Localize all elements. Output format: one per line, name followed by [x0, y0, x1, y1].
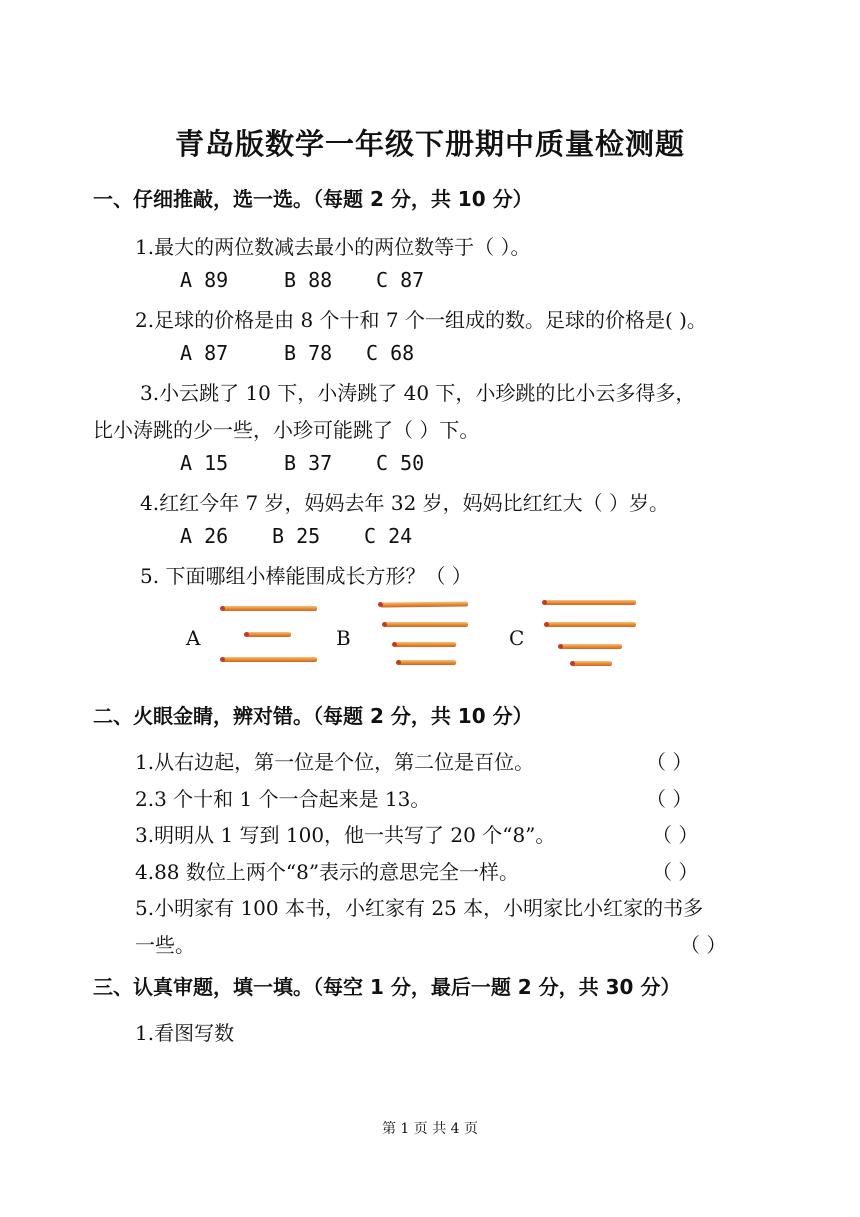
question-1-2: 2.足球的价格是由 8 个十和 7 个一组成的数。足球的价格是( )。: [135, 308, 707, 332]
stick-c-3-tip: [558, 644, 563, 649]
judge-answer-1[interactable]: （ ）: [646, 750, 693, 774]
stick-c-2-tip: [544, 622, 549, 627]
page-title: 青岛版数学一年级下册期中质量检测题: [174, 127, 685, 161]
section-3-heading: 三、认真审题，填一填。（每空 1 分，最后一题 2 分，共 30 分）: [93, 975, 681, 999]
judge-item-2: 2.3 个十和 1 个一合起来是 13。: [135, 787, 431, 811]
question-1-4: 4.红红今年 7 岁，妈妈去年 32 岁，妈妈比红红大（ ）岁。: [140, 491, 670, 515]
option-1-2-b: B 78: [284, 341, 333, 365]
question-1-1: 1.最大的两位数减去最小的两位数等于（ ）。: [135, 235, 531, 259]
stick-b-3-tip: [392, 642, 397, 647]
judge-answer-2[interactable]: （ ）: [646, 787, 693, 811]
stick-a-1: [222, 606, 317, 611]
option-1-1-c: C 87: [376, 268, 425, 292]
question-1-5: 5. 下面哪组小棒能围成长方形？（ ）: [140, 564, 472, 588]
page-footer: 第 1 页 共 4 页: [381, 1121, 479, 1137]
option-1-4-a: A 26: [180, 524, 229, 548]
stick-a-3: [222, 657, 317, 662]
question-1-3-line1: 3.小云跳了 10 下，小涛跳了 40 下，小珍跳的比小云多得多，: [140, 381, 696, 405]
stick-c-1: [544, 600, 636, 605]
stick-a-2: [246, 632, 291, 637]
stick-c-2: [546, 622, 636, 627]
stick-group-b-label: B: [336, 626, 351, 650]
option-1-2-c: C 68: [366, 341, 415, 365]
stick-c-1-tip: [542, 600, 547, 605]
question-1-3-line2: 比小涛跳的少一些，小珍可能跳了（ ）下。: [93, 418, 480, 442]
option-1-3-a: A 15: [180, 451, 229, 475]
stick-c-3: [560, 644, 622, 649]
section-2-heading: 二、火眼金睛，辨对错。（每题 2 分，共 10 分）: [93, 704, 533, 728]
stick-b-2-tip: [382, 622, 387, 627]
stick-a-2-tip: [244, 632, 249, 637]
option-1-4-c: C 24: [364, 524, 413, 548]
option-1-1-b: B 88: [284, 268, 333, 292]
stick-b-1-tip: [378, 602, 383, 607]
stick-group-a-label: A: [186, 626, 201, 650]
judge-answer-4[interactable]: （ ）: [652, 860, 699, 884]
stick-c-4: [572, 661, 612, 666]
judge-item-5: 5.小明家有 100 本书，小红家有 25 本，小明家比小红家的书多: [135, 896, 704, 920]
question-3-1: 1.看图写数: [135, 1021, 235, 1045]
option-1-1-a: A 89: [180, 268, 229, 292]
stick-group-c-label: C: [509, 626, 525, 650]
option-1-3-b: B 37: [284, 451, 333, 475]
option-1-4-b: B 25: [272, 524, 321, 548]
judge-answer-3[interactable]: （ ）: [652, 823, 699, 847]
judge-item-5-line2: 一些。: [135, 933, 195, 957]
option-1-2-a: A 87: [180, 341, 229, 365]
stick-a-3-tip: [220, 657, 225, 662]
stick-b-2: [384, 622, 468, 627]
stick-b-3: [394, 642, 456, 647]
judge-item-3: 3.明明从 1 写到 100，他一共写了 20 个“8”。: [135, 823, 556, 847]
judge-answer-5[interactable]: （ ）: [680, 933, 727, 957]
option-1-3-c: C 50: [376, 451, 425, 475]
stick-b-1: [380, 602, 468, 608]
stick-a-1-tip: [220, 606, 225, 611]
stick-b-4: [398, 660, 456, 665]
judge-item-4: 4.88 数位上两个“8”表示的意思完全一样。: [135, 860, 520, 884]
stick-b-4-tip: [396, 660, 401, 665]
section-1-heading: 一、仔细推敲，选一选。（每题 2 分，共 10 分）: [93, 187, 533, 211]
stick-c-4-tip: [570, 661, 575, 666]
judge-item-1: 1.从右边起，第一位是个位，第二位是百位。: [135, 750, 535, 774]
